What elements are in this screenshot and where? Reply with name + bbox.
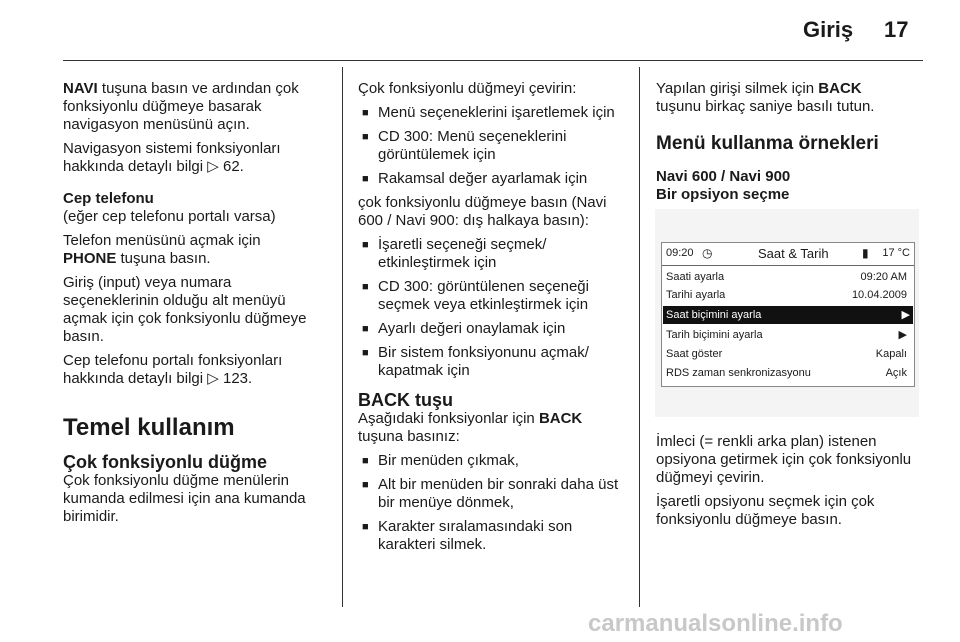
list-item [358,128,628,164]
chevron-right-icon: ▶ [901,309,910,321]
display-screenshot [655,209,919,417]
text: Yapılan girişi silmek için [656,80,815,97]
bullet-icon: ■ [362,455,369,467]
section-title: Temel kullanım [63,414,235,441]
paragraph [63,352,331,388]
list-item-text: Bir sistem fonksiyonunu açmak/ kapatmak için [378,344,589,379]
paragraph [656,80,924,116]
page-ref: 62. [222,158,244,175]
column-1 [63,80,331,532]
list-item-text: Menü seçeneklerini işaretlemek için [378,104,615,121]
key-label: NAVI [63,80,98,97]
bullet-icon: ■ [362,347,369,359]
list-item-text: Alt bir menüden bir sonraki daha üst bir menüye dönmek, [378,476,619,511]
bullet-icon: ■ [362,479,369,491]
display-status-bar [662,243,914,266]
subheading: Bir opsiyon seçme [656,186,790,203]
list-item-text: CD 300: görüntülenen seçeneği seçmek veya etkinleştirmek için [378,278,589,313]
subsection-title: Çok fonksiyonlu düğme [63,452,268,472]
paragraph: İmleci (= renkli arka plan) istenen opsiyona getirmek için çok fonksiyonlu düğmeyi çevirin. [656,433,912,486]
header-rule [63,60,923,61]
menu-row-value: Açık [885,367,907,379]
menu-row[interactable] [666,364,910,382]
page-ref-icon: ▷ [207,158,219,175]
menu-row-label: Saat biçimini ayarla [666,309,762,321]
key-label: BACK [538,410,583,427]
column-3 [656,80,924,204]
menu-row-label: RDS zaman senkronizasyonu [666,367,811,379]
subheading: Cep telefonu [63,190,154,207]
paragraph: Çok fonksiyonlu düğmeyi çevirin: [358,80,577,97]
column-2 [358,80,628,560]
list-item [358,344,628,380]
column-divider [639,67,640,607]
menu-row[interactable] [666,268,910,286]
text: tuşuna basınız: [358,428,460,445]
menu-row[interactable] [666,345,910,363]
list-item-text: Ayarlı değeri onaylamak için [378,320,566,337]
page-number: 17 [884,17,909,42]
bullet-icon: ■ [362,239,369,251]
phone-icon: ▮ [862,246,869,260]
list-item-text: İşaretli seçeneği seçmek/ etkinleştirmek için [378,236,547,271]
list-item [358,476,628,512]
watermark: carmanualsonline.info [588,610,843,637]
menu-row[interactable] [666,326,910,344]
text: Telefon menüsünü açmak için [63,232,261,249]
menu-row-value: Kapalı [875,348,907,360]
page-ref: 123. [222,370,253,387]
list-item [358,170,628,188]
menu-row[interactable] [666,286,910,304]
bullet-list [358,452,628,554]
paragraph: Çok fonksiyonlu düğme menülerin kumanda edilmesi için ana kumanda birimidir. [63,472,306,525]
display-temperature: 17 °C [882,247,910,259]
column-divider [342,67,343,607]
paragraph: Giriş (input) veya numara seçeneklerinin olduğu alt menüyü açmak için çok fonksiyonlu düğmeye basın. [63,274,307,345]
list-item-text: Bir menüden çıkmak, [378,452,519,469]
menu-row-label: Tarihi ayarla [666,289,726,301]
list-item [358,236,628,272]
column-3-lower [656,433,924,535]
menu-row-label: Tarih biçimini ayarla [666,329,763,341]
key-label: BACK [818,80,862,97]
bullet-list [358,104,628,188]
list-item [358,518,628,554]
menu-row-label: Saat göster [666,348,723,360]
paragraph [63,140,331,176]
list-item-text: Rakamsal değer ayarlamak için [378,170,588,187]
bullet-icon: ■ [362,173,369,185]
paragraph: (eğer cep telefonu portalı varsa) [63,208,276,225]
display-time: 09:20 [666,247,694,259]
page-header-title: Giriş [803,17,854,42]
list-item [358,104,628,122]
bullet-list [358,236,628,380]
list-item-text: Karakter sıralamasındaki son karakteri silmek. [378,518,573,553]
bullet-icon: ■ [362,521,369,533]
menu-row-value: 09:20 AM [860,271,907,283]
text: tuşuna basın ve ardından çok fonksiyonlu düğmeye basarak navigasyon menüsünü açın. [63,80,299,133]
page-ref-icon: ▷ [207,370,219,387]
paragraph [63,232,331,268]
text: tuşuna basın. [116,250,211,267]
key-label: PHONE [63,250,117,267]
bullet-icon: ■ [362,131,369,143]
text: Aşağıdaki fonksiyonlar için [358,410,535,427]
text: tuşunu birkaç saniye basılı tutun. [656,98,875,115]
list-item [358,452,628,470]
menu-row-value: 10.04.2009 [851,289,907,301]
section-title: Menü kullanma örnekleri [656,133,879,154]
paragraph [63,80,331,134]
clock-icon: ◷ [702,246,713,260]
menu-row-selected[interactable] [663,306,913,324]
bullet-icon: ■ [362,323,369,335]
text: Navigasyon sistemi fonksiyonları hakkında detaylı bilgi [63,140,281,175]
bullet-icon: ■ [362,281,369,293]
paragraph: İşaretli opsiyonu seçmek için çok fonksiyonlu düğmeye basın. [656,493,875,528]
list-item [358,278,628,314]
subsection-title: BACK tuşu [358,390,453,410]
menu-row-label: Saati ayarla [666,271,725,283]
paragraph: çok fonksiyonlu düğmeye basın (Navi 600 / Navi 900: dış halkaya basın): [358,194,607,229]
subheading: Navi 600 / Navi 900 [656,168,791,185]
display-panel [661,242,915,387]
chevron-right-icon: ▶ [898,329,907,341]
paragraph [358,410,628,446]
list-item [358,320,628,338]
text: Cep telefonu portalı fonksiyonları hakkında detaylı bilgi [63,352,283,387]
display-title: Saat & Tarih [758,246,829,261]
list-item-text: CD 300: Menü seçeneklerini görüntülemek için [378,128,567,163]
bullet-icon: ■ [362,107,369,119]
